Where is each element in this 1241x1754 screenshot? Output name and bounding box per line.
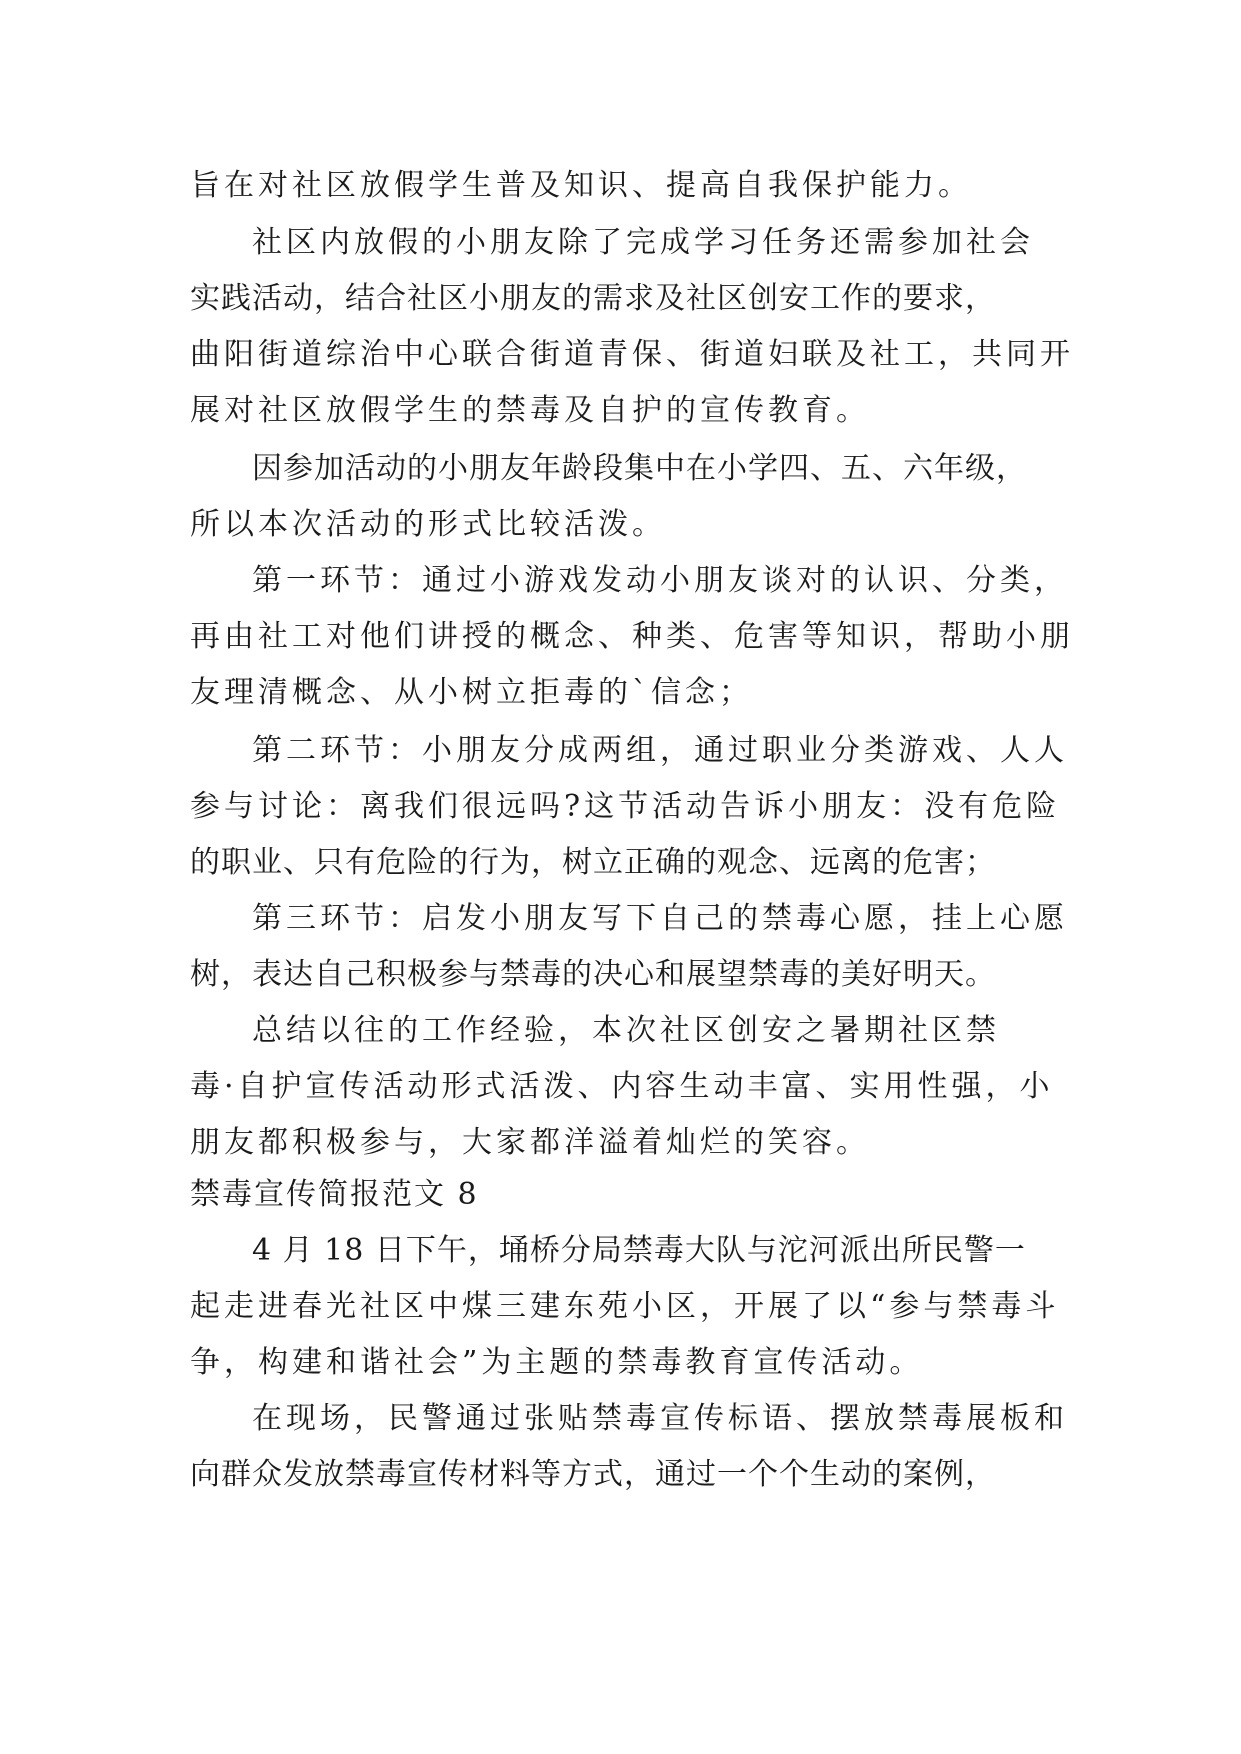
text-line: 向群众发放禁毒宣传材料等方式，通过一个个生动的案例， [190,1457,996,1492]
paragraph-first-line: 因参加活动的小朋友年龄段集中在小学四、五、六年级， [252,451,1027,486]
text-line: 旨在对社区放假学生普及知识、提高自我保护能力。 [190,168,972,203]
text-line: 的职业、只有危险的行为，树立正确的观念、远离的危害； [190,845,996,880]
text-line: 争，构建和谐社会”为主题的禁毒教育宣传活动。 [190,1345,924,1380]
text-line: 树，表达自己积极参与禁毒的决心和展望禁毒的美好明天。 [190,957,996,992]
section-heading: 禁毒宣传简报范文 8 [190,1177,479,1212]
paragraph-first-line: 社区内放假的小朋友除了完成学习任务还需参加社会 [252,225,1034,260]
paragraph-first-line: 第三环节：启发小朋友写下自己的禁毒心愿，挂上心愿 [252,901,1068,936]
paragraph-first-line: 4 月 18 日下午，埇桥分局禁毒大队与沱河派出所民警一 [252,1233,1026,1268]
text-line: 起走进春光社区中煤三建东苑小区，开展了以“参与禁毒斗 [190,1289,1060,1324]
text-line: 展对社区放假学生的禁毒及自护的宣传教育。 [190,393,870,428]
paragraph-first-line: 第二环节：小朋友分成两组，通过职业分类游戏、人人 [252,733,1068,768]
text-line: 曲阳街道综治中心联合街道青保、街道妇联及社工，共同开 [190,337,1074,372]
text-line: 朋友都积极参与，大家都洋溢着灿烂的笑容。 [190,1125,870,1160]
text-line: 所以本次活动的形式比较活泼。 [190,507,666,542]
text-line: 毒·自护宣传活动形式活泼、内容生动丰富、实用性强，小 [190,1069,1054,1104]
paragraph-first-line: 第一环节：通过小游戏发动小朋友谈对的认识、分类， [252,563,1068,598]
paragraph-first-line: 在现场，民警通过张贴禁毒宣传标语、摆放禁毒展板和 [252,1401,1068,1436]
text-line: 再由社工对他们讲授的概念、种类、危害等知识，帮助小朋 [190,619,1074,654]
text-line: 参与讨论：离我们很远吗?这节活动告诉小朋友：没有危险 [190,789,1061,824]
text-line: 友理清概念、从小树立拒毒的`信念； [190,675,753,710]
text-line: 实践活动，结合社区小朋友的需求及社区创安工作的要求， [190,281,996,316]
paragraph-first-line: 总结以往的工作经验，本次社区创安之暑期社区禁 [252,1013,1000,1048]
